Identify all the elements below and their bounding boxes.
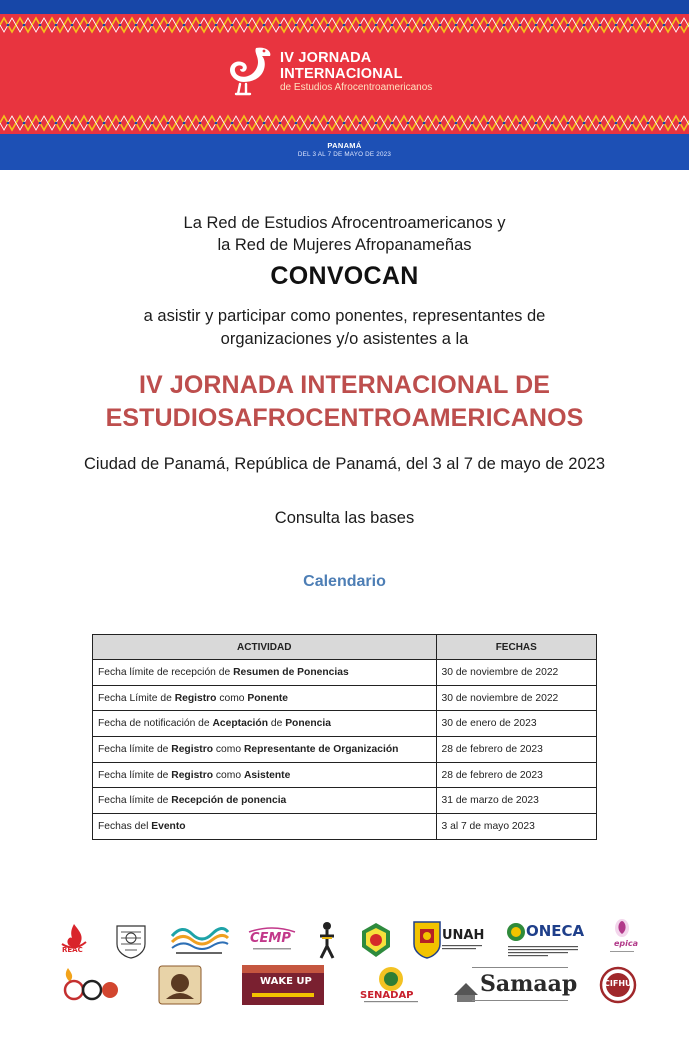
historia-logo	[168, 922, 230, 958]
figure-logo	[316, 920, 338, 960]
invite-line-1: a asistir y participar como ponentes, representantes de	[143, 307, 546, 325]
ministerio-logo	[360, 921, 392, 959]
oneca-logo	[506, 920, 585, 960]
event-logo	[226, 44, 432, 100]
date-cell: 31 de marzo de 2023	[436, 788, 597, 814]
calendar-heading: Calendario	[303, 573, 386, 590]
table-row	[93, 685, 597, 711]
banner-dates: DEL 3 AL 7 DE MAYO DE 2023	[297, 151, 392, 158]
activity-emphasis: Representante de Organización	[243, 743, 399, 755]
table-row	[93, 788, 597, 814]
banner-title-line3: de Estudios Afrocentroamericanos	[280, 82, 433, 93]
seal-icon	[360, 921, 392, 959]
unah-label: UNAH	[442, 928, 485, 943]
activity-emphasis: Registro	[171, 743, 214, 755]
intro-line-1: La Red de Estudios Afrocentroamericanos y	[183, 214, 506, 232]
activity-cell	[93, 685, 437, 711]
activity-emphasis: Aceptación	[212, 718, 268, 730]
column-header-dates: FECHAS	[436, 635, 597, 660]
reac-label: REAC	[62, 946, 83, 954]
samaap-logo	[452, 965, 578, 1005]
shield-crest-icon	[111, 922, 151, 960]
table-row	[93, 711, 597, 737]
unah-shield-logo	[412, 920, 442, 960]
oc-flame-icon	[60, 966, 122, 1002]
table-header-row	[93, 635, 597, 660]
epica-logo	[605, 916, 639, 958]
activity-text: como	[213, 769, 244, 781]
date-cell: 28 de febrero de 2023	[436, 737, 597, 763]
calendar-table	[92, 634, 597, 840]
invite-line-2: organizaciones y/o asistentes a la	[220, 330, 469, 348]
unah-text-logo	[442, 926, 484, 952]
activity-cell	[93, 660, 437, 686]
activity-cell	[93, 814, 437, 840]
activity-cell	[93, 711, 437, 737]
cifhu-label: CIFHU	[604, 979, 632, 988]
unam-logo	[111, 922, 151, 960]
epica-figure-icon	[605, 916, 639, 958]
epica-label: epica	[614, 939, 639, 948]
convocan-heading: CONVOCAN	[270, 262, 419, 290]
oc-logo	[60, 966, 122, 1002]
activity-text: Fechas del	[98, 820, 152, 832]
banner-title-line2: INTERNACIONAL	[280, 65, 403, 82]
table-row	[93, 762, 597, 788]
cemp-logo	[247, 926, 297, 954]
bases-link[interactable]: Consulta las bases	[274, 509, 415, 527]
date-cell: 28 de febrero de 2023	[436, 762, 597, 788]
activity-text: Fecha límite de	[98, 769, 172, 781]
senadap-logo	[360, 965, 422, 1005]
banner-pattern-top	[0, 14, 689, 36]
activity-text: de	[268, 718, 286, 730]
unah-shield-icon	[412, 920, 442, 960]
activity-emphasis: Ponencia	[285, 718, 331, 730]
location-dates: Ciudad de Panamá, República de Panamá, del 3 al 7 de mayo de 2023	[83, 455, 606, 473]
date-cell: 30 de noviembre de 2022	[436, 660, 597, 686]
activity-cell	[93, 737, 437, 763]
bird-logo-icon	[226, 44, 274, 100]
table-row	[93, 814, 597, 840]
banner-title-line1: IV JORNADA	[280, 50, 372, 66]
header-banner	[0, 0, 689, 170]
banner-place: PANAMÁ	[327, 141, 362, 150]
intro-line-2: la Red de Mujeres Afropanameñas	[217, 236, 472, 254]
table-row	[93, 737, 597, 763]
activity-text: como	[213, 743, 244, 755]
activity-emphasis: Resumen de Ponencias	[233, 666, 349, 678]
activity-emphasis: Registro	[171, 769, 214, 781]
activity-text: Fecha Límite de	[98, 692, 175, 704]
reac-logo	[58, 922, 90, 958]
activity-emphasis: Registro	[174, 692, 217, 704]
cifhu-logo	[598, 966, 638, 1004]
wakeup-label: WAKE UP	[260, 976, 312, 987]
activity-cell	[93, 762, 437, 788]
cemp-label: CEMP	[250, 931, 291, 946]
person-figure-icon	[316, 920, 338, 960]
date-cell: 3 al 7 de mayo 2023	[436, 814, 597, 840]
activity-text: Fecha límite de	[98, 795, 172, 807]
date-cell: 30 de noviembre de 2022	[436, 685, 597, 711]
activity-emphasis: Asistente	[243, 769, 291, 781]
activity-text: Fecha límite de	[98, 743, 172, 755]
activity-cell	[93, 788, 437, 814]
activity-emphasis: Recepción de ponencia	[171, 795, 287, 807]
wakeup-logo	[242, 965, 324, 1005]
portrait-badge-icon	[158, 965, 202, 1005]
activity-text: Fecha de notificación de	[98, 718, 213, 730]
unah-lines-icon	[442, 926, 484, 952]
event-title-line-2: ESTUDIOSAFROCENTROAMERICANOS	[105, 404, 584, 432]
activity-text: Fecha límite de recepción de	[98, 666, 234, 678]
wave-emblem-icon	[168, 922, 230, 958]
activity-text: como	[216, 692, 248, 704]
cufam-logo	[158, 965, 202, 1005]
samaap-label: Samaap	[480, 971, 578, 997]
activity-emphasis: Ponente	[247, 692, 289, 704]
table-row	[93, 660, 597, 686]
column-header-activity: ACTIVIDAD	[93, 635, 437, 660]
banner-pattern-bottom	[0, 112, 689, 134]
oneca-label: ONECA	[526, 922, 585, 940]
date-cell: 30 de enero de 2023	[436, 711, 597, 737]
senadap-label: SENADAP	[360, 990, 414, 1001]
event-title-line-1: IV JORNADA INTERNACIONAL DE	[138, 371, 551, 399]
activity-emphasis: Evento	[151, 820, 186, 832]
